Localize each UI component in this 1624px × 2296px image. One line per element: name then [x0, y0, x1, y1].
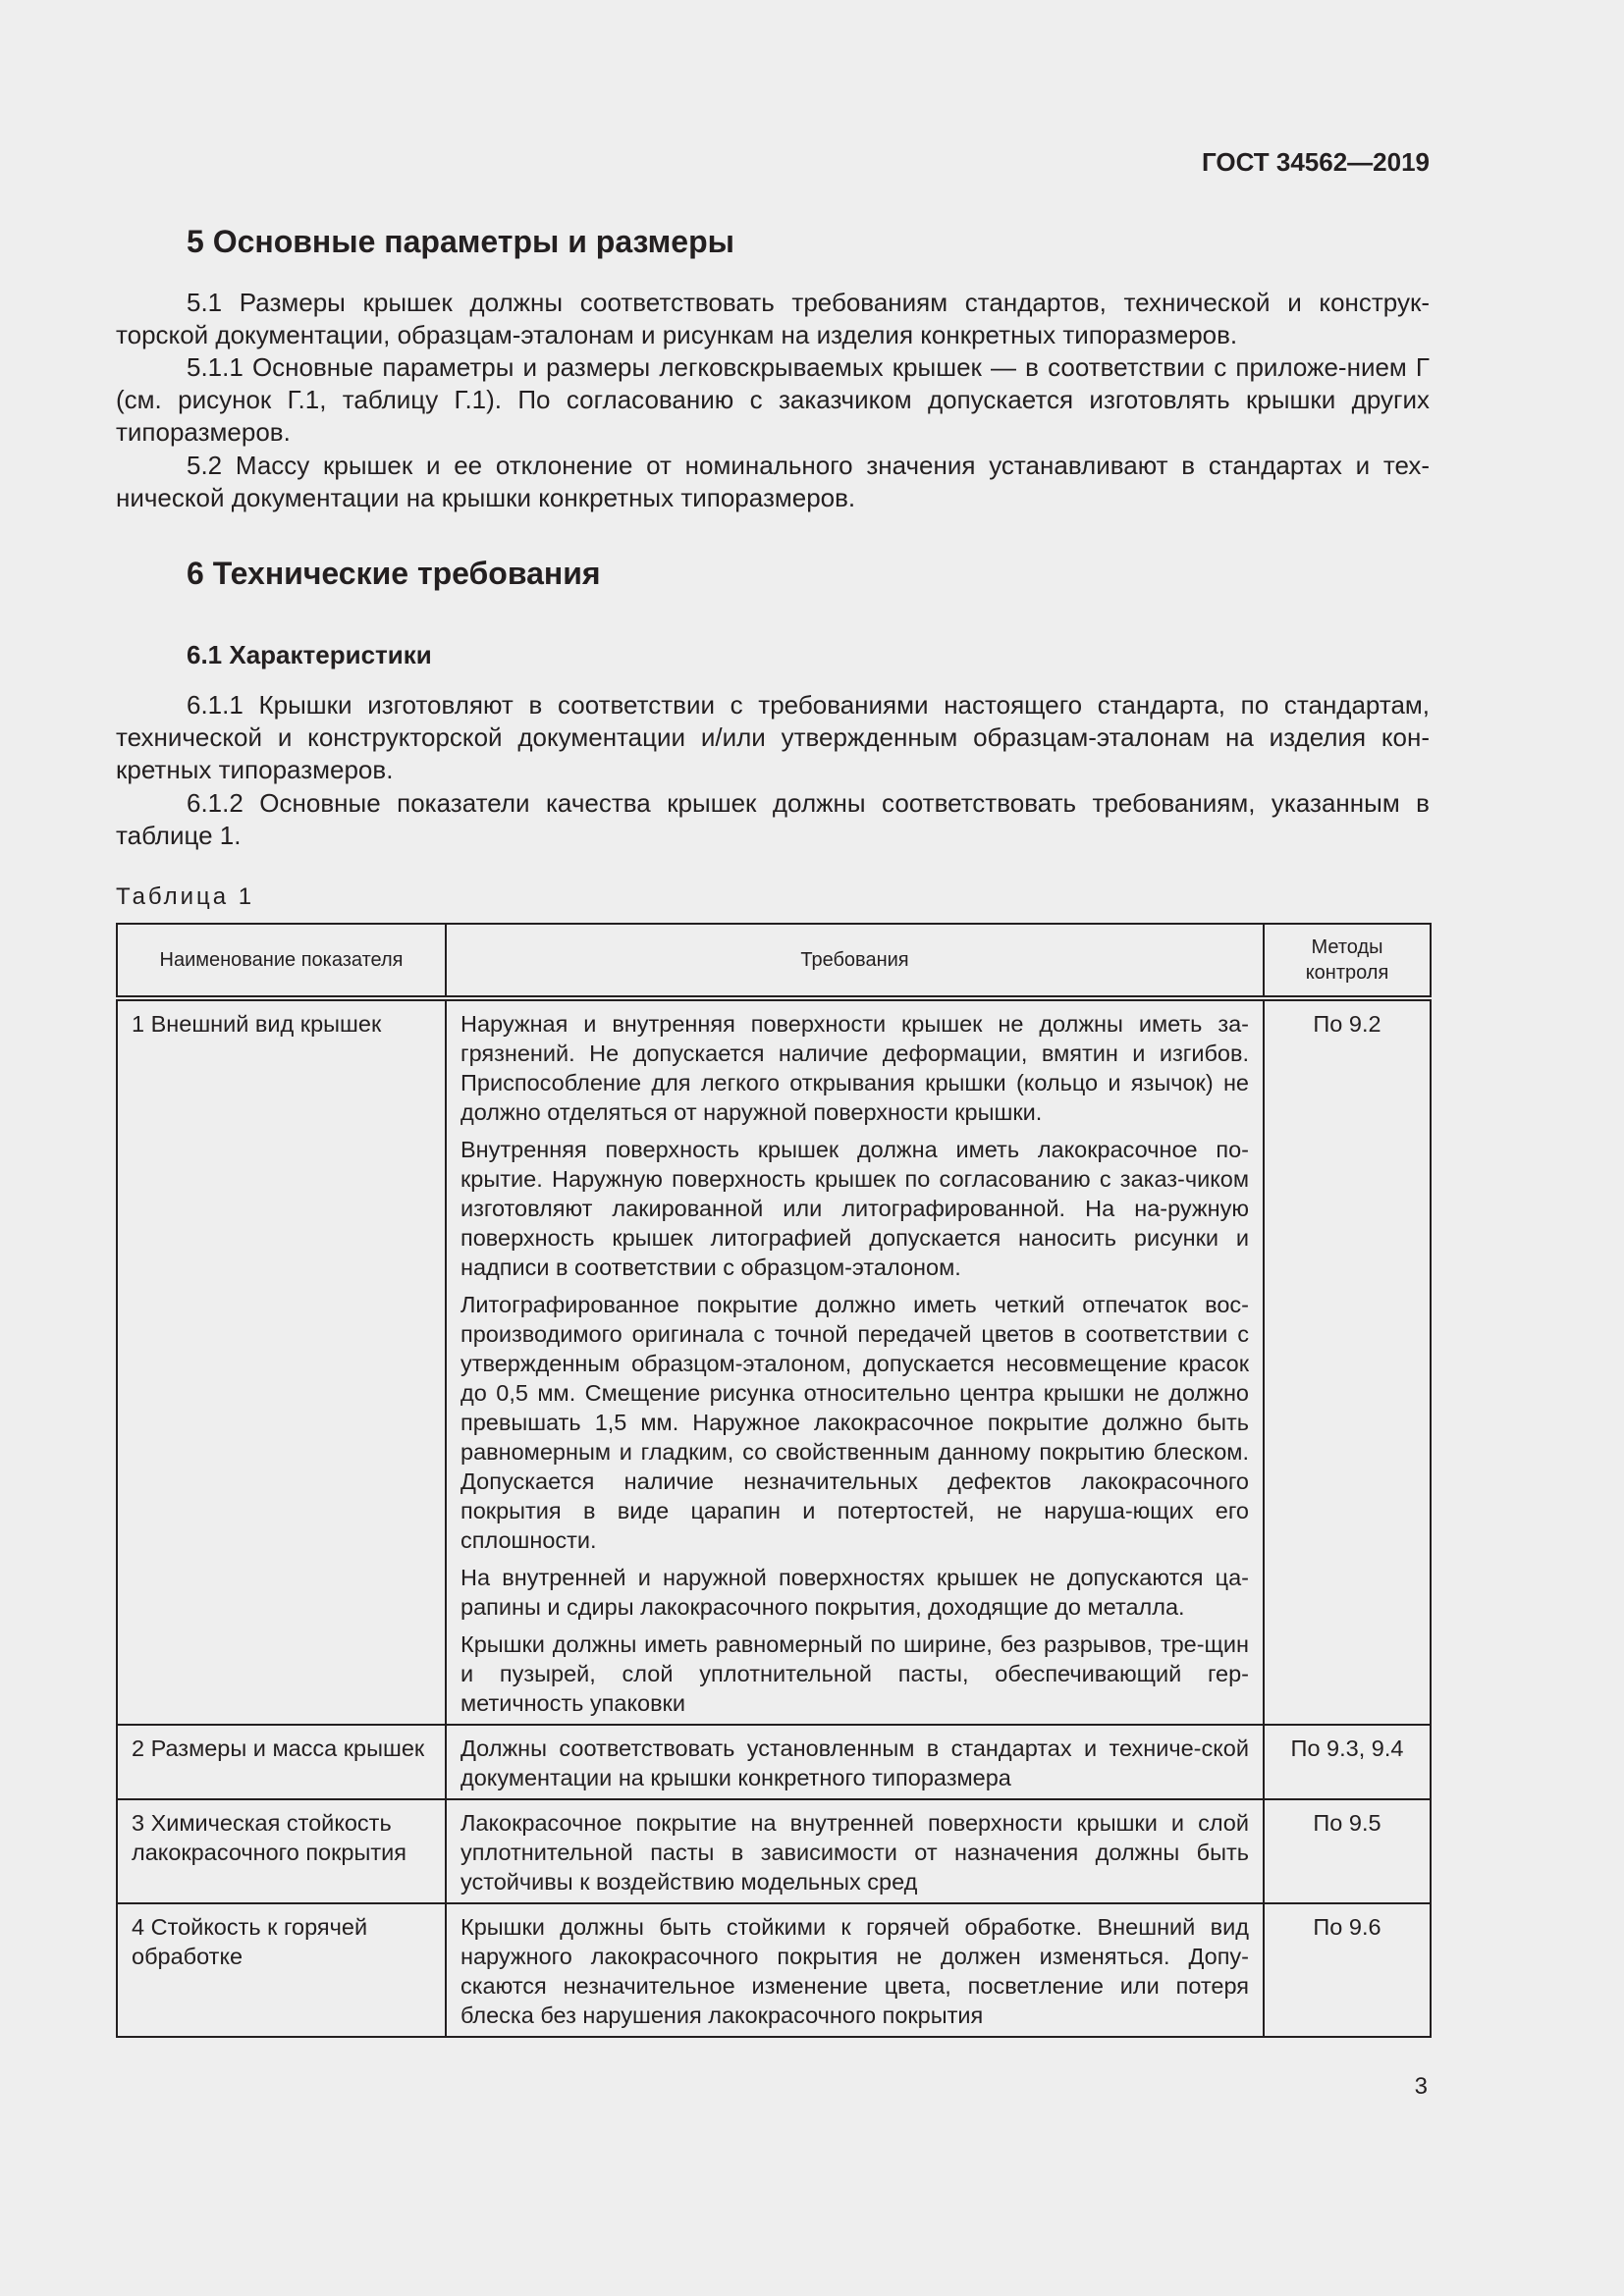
header-requirements: Требования [446, 924, 1264, 998]
table-row [117, 1799, 1431, 1903]
header-name: Наименование показателя [117, 924, 446, 998]
requirement-text: На внутренней и наружной поверхностях крышек не допускаются ца-рапины и сдиры лакокрасочного покрытия, доходящие до металла. [460, 1565, 1249, 1620]
table-caption: Таблица 1 [116, 883, 255, 910]
row-requirements [446, 998, 1264, 1725]
paragraph-5-1: 5.1 Размеры крышек должны соответствовать требованиям стандартов, технической и конструк-торской документации, образцам-эталонам и рисункам на изделия конкретных типоразмеров. [116, 288, 1430, 349]
row-method: По 9.5 [1264, 1799, 1431, 1903]
requirement-text: Крышки должны быть стойкими к горячей обработке. Внешний вид наружного лакокрасочного покрытия не должен изменяться. Допу-скаются незначительное изменение цвета, посветление или потеря блеска без нарушения лакокрасочного покрытия [460, 1914, 1249, 2028]
requirement-text: Должны соответствовать установленным в стандартах и техниче-ской документации на крышки конкретного типоразмера [460, 1735, 1249, 1790]
document-code: ГОСТ 34562—2019 [1202, 147, 1430, 177]
requirement-text: Крышки должны иметь равномерный по ширине, без разрывов, тре-щин и пузырей, слой уплотнительной пасты, обеспечивающий гер-метичность упаковки [460, 1631, 1249, 1716]
requirement-text: Литографированное покрытие должно иметь четкий отпечаток вос-производимого оригинала с точной передачей цветов в соответствии с утвержденным образцом-эталоном, допускается несовмещение красок до 0,5 мм. Смещение рисунка относительно центра крышки не должно превышать 1,5 мм. Наружное лакокрасочное покрытие должно быть равномерным и гладким, со свойственным данному покрытию блеском. Допускается наличие незначительных дефектов лакокрасочного покрытия в виде царапин и потертостей, не наруша-ющих его сплошности. [460, 1292, 1249, 1553]
requirement-text: Лакокрасочное покрытие на внутренней поверхности крышки и слой уплотнительной пасты в зависимости от назначения должны быть устойчивы к воздействию модельных сред [460, 1810, 1249, 1895]
table-row [117, 998, 1431, 1725]
table-row [117, 1725, 1431, 1799]
section-6-title: 6 Технические требования [187, 556, 601, 591]
row-requirements [446, 1903, 1264, 2037]
row-name: 4 Стойкость к горячей обработке [117, 1903, 446, 2037]
paragraph-6-1-1: 6.1.1 Крышки изготовляют в соответствии с требованиями настоящего стандарта, по стандартам, технической и конструкторской документации и/или утвержденным образцам-эталонам на изделия кон-кретных типоразмеров. [116, 690, 1430, 784]
row-method: По 9.3, 9.4 [1264, 1725, 1431, 1799]
paragraph-5-1-1: 5.1.1 Основные параметры и размеры легковскрываемых крышек — в соответствии с приложе-нием Г (см. рисунок Г.1, таблицу Г.1). По согласованию с заказчиком допускается изготовлять крышки других типоразмеров. [116, 352, 1430, 447]
paragraph-6-1-2: 6.1.2 Основные показатели качества крышек должны соответствовать требованиям, указанным в таблице 1. [116, 788, 1430, 850]
row-method: По 9.6 [1264, 1903, 1431, 2037]
header-methods: Методы контроля [1264, 924, 1431, 998]
table-header-row [117, 924, 1431, 998]
section-5-title: 5 Основные параметры и размеры [187, 224, 734, 259]
subsection-6-1-title: 6.1 Характеристики [187, 640, 432, 669]
row-name: 3 Химическая стойкость лакокрасочного покрытия [117, 1799, 446, 1903]
row-name: 1 Внешний вид крышек [117, 998, 446, 1725]
row-requirements [446, 1799, 1264, 1903]
requirement-text: Внутренняя поверхность крышек должна иметь лакокрасочное по-крытие. Наружную поверхность крышек по согласованию с заказ-чиком изготовляют лакированной или литографированной. На на-ружную поверхность крышек литографией допускается наносить рисунки и надписи в соответствии с образцом-эталоном. [460, 1137, 1249, 1280]
row-name: 2 Размеры и масса крышек [117, 1725, 446, 1799]
table-row [117, 1903, 1431, 2037]
requirements-table [116, 923, 1432, 2038]
row-requirements [446, 1725, 1264, 1799]
row-method: По 9.2 [1264, 998, 1431, 1725]
page-number: 3 [1414, 2073, 1428, 2100]
paragraph-5-2: 5.2 Массу крышек и ее отклонение от номинального значения устанавливают в стандартах и тех-нической документации на крышки конкретных типоразмеров. [116, 451, 1430, 512]
requirement-text: Наружная и внутренняя поверхности крышек не должны иметь за-грязнений. Не допускается наличие деформации, вмятин и изгибов. Приспособление для легкого открывания крышки (кольцо и язычок) не должно отделяться от наружной поверхности крышки. [460, 1011, 1249, 1125]
